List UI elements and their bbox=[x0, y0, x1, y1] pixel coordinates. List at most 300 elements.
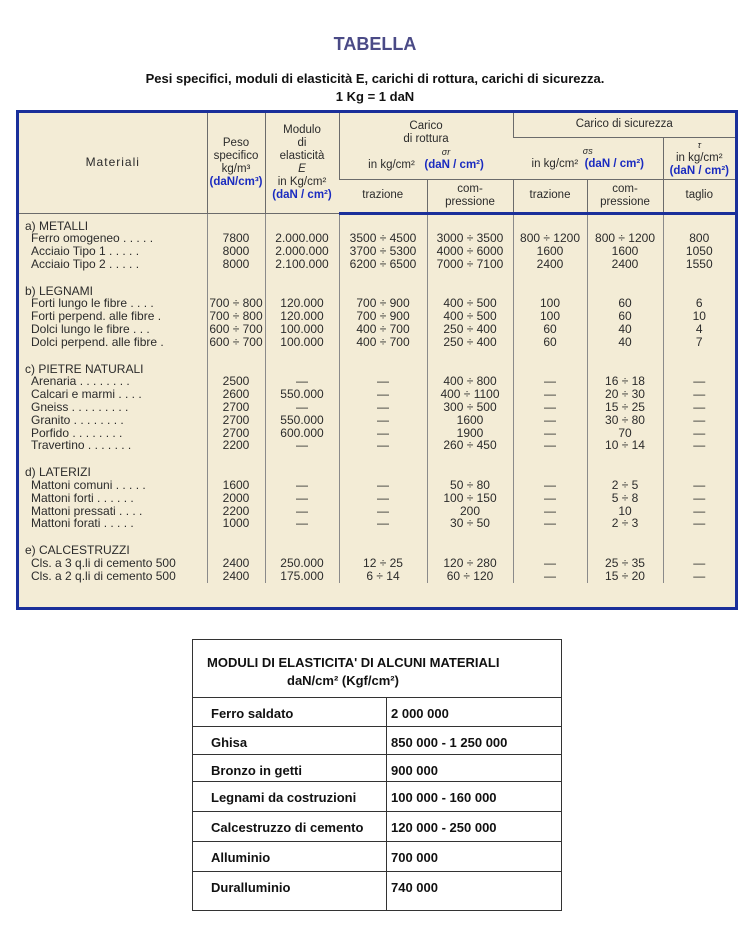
empty-cell bbox=[265, 357, 339, 376]
spacer-cell bbox=[207, 349, 265, 357]
material-name: Cls. a 3 q.li di cemento 500 bbox=[31, 557, 176, 570]
material-name: Travertino . . . . . . . bbox=[31, 439, 132, 453]
empty-cell bbox=[207, 213, 265, 232]
cell-st: — bbox=[513, 439, 587, 452]
header-sicurezza-unit: in kg/cm² bbox=[531, 158, 579, 170]
header-trazione-sicurezza: trazione bbox=[513, 179, 587, 213]
group-title: e) CALCESTRUZZI bbox=[25, 543, 130, 558]
cell-rc: 4000 ÷ 6000 bbox=[427, 245, 513, 258]
cell-rt: — bbox=[339, 492, 427, 505]
table-row bbox=[19, 245, 735, 258]
header-compressione bbox=[427, 179, 513, 213]
header-compressione-line1: com- bbox=[457, 182, 483, 195]
moduli-row bbox=[193, 698, 561, 727]
cell-st: 60 bbox=[513, 323, 587, 336]
cell-tg: — bbox=[663, 505, 735, 518]
moduli-material-name: Alluminio bbox=[211, 850, 271, 865]
empty-cell bbox=[587, 279, 663, 298]
empty-cell bbox=[663, 279, 735, 298]
cell-modulo: — bbox=[265, 401, 339, 414]
cell-rt: — bbox=[339, 517, 427, 530]
moduli-row bbox=[193, 782, 561, 812]
cell-tg: 1050 bbox=[663, 245, 735, 258]
cell-rc: 400 ÷ 500 bbox=[427, 297, 513, 310]
cell-modulo: 120.000 bbox=[265, 297, 339, 310]
cell-peso: 2500 bbox=[207, 375, 265, 388]
header-peso-unit: (daN/cm³) bbox=[209, 175, 263, 188]
cell-rc: 250 ÷ 400 bbox=[427, 336, 513, 349]
material-name: Gneiss . . . . . . . . . bbox=[31, 401, 129, 414]
header-modulo bbox=[265, 113, 339, 213]
cell-rt: 400 ÷ 700 bbox=[339, 336, 427, 349]
moduli-elasticita-box bbox=[192, 639, 562, 911]
cell-sc: 70 bbox=[587, 427, 663, 440]
cell-tg: — bbox=[663, 439, 735, 452]
cell-st: — bbox=[513, 492, 587, 505]
cell-tg: 1550 bbox=[663, 258, 735, 271]
moduli-rows bbox=[193, 698, 561, 902]
cell-tg: 4 bbox=[663, 323, 735, 336]
spacer-cell bbox=[587, 349, 663, 357]
spacer-cell bbox=[427, 452, 513, 460]
cell-modulo: 550.000 bbox=[265, 388, 339, 401]
header-rottura-line2: di rottura bbox=[403, 132, 449, 145]
cell-sc: 15 ÷ 20 bbox=[587, 570, 663, 583]
cell-st: — bbox=[513, 479, 587, 492]
header-rottura-unit-blue: (daN / cm²) bbox=[424, 158, 484, 171]
empty-cell bbox=[265, 279, 339, 298]
cell-rt: — bbox=[339, 479, 427, 492]
cell-peso: 2700 bbox=[207, 414, 265, 427]
moduli-material-value: 850 000 - 1 250 000 bbox=[391, 735, 508, 750]
material-name: Cls. a 2 q.li di cemento 500 bbox=[31, 569, 176, 583]
cell-rt: 6200 ÷ 6500 bbox=[339, 258, 427, 271]
cell-rc: 260 ÷ 450 bbox=[427, 439, 513, 452]
cell-sc: 60 bbox=[587, 297, 663, 310]
group-spacer bbox=[19, 452, 735, 460]
materials-table-body bbox=[19, 213, 735, 583]
spacer-cell bbox=[587, 271, 663, 279]
empty-cell bbox=[207, 279, 265, 298]
empty-cell bbox=[427, 460, 513, 479]
cell-rc: 400 ÷ 500 bbox=[427, 310, 513, 323]
page-title: TABELLA bbox=[333, 34, 417, 54]
cell-st: — bbox=[513, 414, 587, 427]
header-trazione: trazione bbox=[339, 179, 427, 213]
spacer-cell bbox=[207, 452, 265, 460]
material-name: Dolci lungo le fibre . . . bbox=[31, 323, 150, 336]
cell-st: 1600 bbox=[513, 245, 587, 258]
cell-sc: 2 ÷ 5 bbox=[587, 479, 663, 492]
spacer-cell bbox=[265, 271, 339, 279]
spacer-cell bbox=[19, 271, 207, 279]
cell-tg: 7 bbox=[663, 336, 735, 349]
cell-peso: 700 ÷ 800 bbox=[207, 297, 265, 310]
cell-modulo: 100.000 bbox=[265, 323, 339, 336]
table-row bbox=[19, 570, 735, 583]
cell-rt: — bbox=[339, 388, 427, 401]
empty-cell bbox=[587, 357, 663, 376]
spacer-cell bbox=[265, 530, 339, 538]
cell-rt: 400 ÷ 700 bbox=[339, 323, 427, 336]
empty-cell bbox=[339, 460, 427, 479]
empty-cell bbox=[663, 213, 735, 232]
cell-peso: 1600 bbox=[207, 479, 265, 492]
cell-modulo: 2.100.000 bbox=[265, 258, 339, 271]
cell-tg: — bbox=[663, 517, 735, 530]
group-header-row bbox=[19, 357, 735, 376]
cell-peso: 2200 bbox=[207, 505, 265, 518]
group-header-row bbox=[19, 538, 735, 557]
cell-modulo: 2.000.000 bbox=[265, 245, 339, 258]
moduli-row bbox=[193, 812, 561, 842]
group-title: d) LATERIZI bbox=[25, 465, 91, 480]
cell-rt: 3500 ÷ 4500 bbox=[339, 232, 427, 245]
cell-rt: 3700 ÷ 5300 bbox=[339, 245, 427, 258]
spacer-cell bbox=[513, 271, 587, 279]
group-title: b) LEGNAMI bbox=[25, 283, 94, 298]
spacer-cell bbox=[339, 452, 427, 460]
moduli-material-value: 2 000 000 bbox=[391, 706, 449, 721]
header-peso-line1: Peso bbox=[222, 136, 250, 149]
empty-cell bbox=[207, 460, 265, 479]
cell-st: — bbox=[513, 570, 587, 583]
cell-peso: 2400 bbox=[207, 570, 265, 583]
spacer-cell bbox=[427, 530, 513, 538]
empty-cell bbox=[265, 460, 339, 479]
cell-peso: 2200 bbox=[207, 439, 265, 452]
group-header-row bbox=[19, 213, 735, 232]
moduli-material-value: 740 000 bbox=[391, 880, 438, 895]
materials-table bbox=[19, 113, 735, 583]
header-modulo-line3: elasticità bbox=[279, 149, 325, 162]
spacer-cell bbox=[19, 452, 207, 460]
spacer-cell bbox=[207, 530, 265, 538]
table-row bbox=[19, 414, 735, 427]
cell-peso: 1000 bbox=[207, 517, 265, 530]
moduli-material-value: 100 000 - 160 000 bbox=[391, 790, 497, 805]
empty-cell bbox=[207, 357, 265, 376]
cell-rt: — bbox=[339, 505, 427, 518]
spacer-cell bbox=[339, 271, 427, 279]
cell-tg: — bbox=[663, 570, 735, 583]
spacer-cell bbox=[265, 349, 339, 357]
material-name: Forti perpend. alle fibre . bbox=[31, 310, 162, 324]
cell-rc: 300 ÷ 500 bbox=[427, 401, 513, 414]
moduli-row bbox=[193, 755, 561, 782]
group-title: c) PIETRE NATURALI bbox=[25, 361, 144, 376]
cell-sc: 40 bbox=[587, 323, 663, 336]
moduli-title: MODULI DI ELASTICITA' DI ALCUNI MATERIALI bbox=[207, 655, 500, 670]
header-modulo-line4: E bbox=[298, 162, 306, 175]
table-row bbox=[19, 323, 735, 336]
spacer-cell bbox=[339, 530, 427, 538]
table-row bbox=[19, 401, 735, 414]
table-row bbox=[19, 258, 735, 271]
empty-cell bbox=[427, 213, 513, 232]
spacer-cell bbox=[19, 530, 207, 538]
cell-rc: 30 ÷ 50 bbox=[427, 517, 513, 530]
spacer-cell bbox=[587, 530, 663, 538]
cell-modulo: — bbox=[265, 505, 339, 518]
header-sicurezza-unit-blue: (daN / cm²) bbox=[584, 158, 644, 170]
cell-modulo: — bbox=[265, 517, 339, 530]
moduli-material-name: Duralluminio bbox=[211, 880, 291, 895]
cell-st: — bbox=[513, 505, 587, 518]
cell-tg: 10 bbox=[663, 310, 735, 323]
cell-sc: 800 ÷ 1200 bbox=[587, 232, 663, 245]
cell-tg: — bbox=[663, 427, 735, 440]
cell-tg: — bbox=[663, 388, 735, 401]
cell-sc: 5 ÷ 8 bbox=[587, 492, 663, 505]
header-peso-line2: specifico bbox=[213, 149, 259, 162]
cell-sc: 20 ÷ 30 bbox=[587, 388, 663, 401]
subtitle-line-2: 1 Kg = 1 daN bbox=[335, 89, 415, 104]
cell-peso: 7800 bbox=[207, 232, 265, 245]
empty-cell bbox=[265, 213, 339, 232]
cell-tg: 800 bbox=[663, 232, 735, 245]
cell-peso: 2600 bbox=[207, 388, 265, 401]
empty-cell bbox=[513, 460, 587, 479]
material-name: Mattoni forti . . . . . . bbox=[31, 491, 134, 505]
cell-peso: 2700 bbox=[207, 401, 265, 414]
material-name: Mattoni comuni . . . . . bbox=[31, 479, 146, 492]
header-peso-line3: kg/m³ bbox=[221, 162, 251, 175]
header-modulo-line2: di bbox=[297, 136, 307, 149]
header-compressione-s-line1: com- bbox=[612, 182, 638, 195]
cell-sc: 25 ÷ 35 bbox=[587, 557, 663, 570]
cell-st: 100 bbox=[513, 297, 587, 310]
cell-peso: 600 ÷ 700 bbox=[207, 323, 265, 336]
moduli-row bbox=[193, 842, 561, 872]
empty-cell bbox=[427, 357, 513, 376]
empty-cell bbox=[339, 538, 427, 557]
header-carico-sicurezza: Carico di sicurezza bbox=[513, 113, 735, 137]
cell-peso: 2000 bbox=[207, 492, 265, 505]
header-modulo-line5: in Kg/cm² bbox=[277, 175, 327, 188]
cell-tg: — bbox=[663, 414, 735, 427]
cell-sc: 2 ÷ 3 bbox=[587, 517, 663, 530]
empty-cell bbox=[663, 357, 735, 376]
table-row bbox=[19, 492, 735, 505]
cell-rc: 400 ÷ 1100 bbox=[427, 388, 513, 401]
spacer-cell bbox=[513, 452, 587, 460]
cell-rc: 1900 bbox=[427, 427, 513, 440]
cell-sc: 10 ÷ 14 bbox=[587, 439, 663, 452]
header-sicurezza-units bbox=[513, 137, 663, 179]
cell-rt: — bbox=[339, 375, 427, 388]
cell-sc: 1600 bbox=[587, 245, 663, 258]
cell-st: 2400 bbox=[513, 258, 587, 271]
cell-modulo: 550.000 bbox=[265, 414, 339, 427]
cell-st: — bbox=[513, 375, 587, 388]
empty-cell bbox=[513, 213, 587, 232]
cell-rc: 250 ÷ 400 bbox=[427, 323, 513, 336]
cell-rc: 120 ÷ 280 bbox=[427, 557, 513, 570]
header-taglio-unit: in kg/cm² bbox=[675, 151, 723, 164]
subtitle-line-1: Pesi specifici, moduli di elasticità E, carichi di rottura, carichi di sicurezza. bbox=[145, 71, 605, 86]
cell-modulo: 2.000.000 bbox=[265, 232, 339, 245]
moduli-material-name: Ferro saldato bbox=[211, 706, 294, 721]
empty-cell bbox=[587, 460, 663, 479]
materials-table-scan bbox=[16, 110, 738, 610]
cell-rt: 700 ÷ 900 bbox=[339, 310, 427, 323]
header-sigma-r: σr bbox=[441, 146, 451, 157]
spacer-cell bbox=[587, 452, 663, 460]
cell-sc: 15 ÷ 25 bbox=[587, 401, 663, 414]
cell-peso: 8000 bbox=[207, 258, 265, 271]
header-tau: τ bbox=[697, 139, 701, 150]
cell-rc: 100 ÷ 150 bbox=[427, 492, 513, 505]
header-rottura-unit: in kg/cm² bbox=[368, 158, 415, 171]
moduli-row bbox=[193, 727, 561, 755]
cell-rc: 3000 ÷ 3500 bbox=[427, 232, 513, 245]
spacer-cell bbox=[663, 349, 735, 357]
header-taglio: taglio bbox=[663, 179, 735, 213]
material-name: Ferro omogeneo . . . . . bbox=[31, 232, 154, 246]
cell-st: 60 bbox=[513, 336, 587, 349]
group-spacer bbox=[19, 271, 735, 279]
spacer-cell bbox=[207, 271, 265, 279]
header-materiali: Materiali bbox=[19, 113, 207, 213]
cell-sc: 40 bbox=[587, 336, 663, 349]
empty-cell bbox=[663, 538, 735, 557]
material-name: Calcari e marmi . . . . bbox=[31, 388, 142, 402]
cell-rc: 7000 ÷ 7100 bbox=[427, 258, 513, 271]
cell-tg: 6 bbox=[663, 297, 735, 310]
spacer-cell bbox=[513, 530, 587, 538]
moduli-unit: daN/cm² (Kgf/cm²) bbox=[287, 673, 399, 688]
cell-sc: 60 bbox=[587, 310, 663, 323]
empty-cell bbox=[339, 213, 427, 232]
cell-st: — bbox=[513, 401, 587, 414]
cell-sc: 16 ÷ 18 bbox=[587, 375, 663, 388]
cell-st: 100 bbox=[513, 310, 587, 323]
cell-rc: 400 ÷ 800 bbox=[427, 375, 513, 388]
cell-sc: 30 ÷ 80 bbox=[587, 414, 663, 427]
cell-sc: 2400 bbox=[587, 258, 663, 271]
empty-cell bbox=[207, 538, 265, 557]
empty-cell bbox=[587, 213, 663, 232]
cell-peso: 2700 bbox=[207, 427, 265, 440]
spacer-cell bbox=[513, 349, 587, 357]
header-rottura-line1: Carico bbox=[409, 119, 443, 132]
cell-peso: 600 ÷ 700 bbox=[207, 336, 265, 349]
header-peso bbox=[207, 113, 265, 213]
cell-rc: 50 ÷ 80 bbox=[427, 479, 513, 492]
spacer-cell bbox=[265, 452, 339, 460]
moduli-material-value: 700 000 bbox=[391, 850, 438, 865]
table-row bbox=[19, 336, 735, 349]
moduli-row bbox=[193, 872, 561, 902]
empty-cell bbox=[513, 538, 587, 557]
cell-modulo: 120.000 bbox=[265, 310, 339, 323]
header-compressione-sicurezza bbox=[587, 179, 663, 213]
cell-peso: 2400 bbox=[207, 557, 265, 570]
spacer-cell bbox=[663, 271, 735, 279]
cell-modulo: 175.000 bbox=[265, 570, 339, 583]
cell-peso: 8000 bbox=[207, 245, 265, 258]
header-modulo-line1: Modulo bbox=[283, 123, 321, 136]
cell-sc: 10 bbox=[587, 505, 663, 518]
cell-rt: 6 ÷ 14 bbox=[339, 570, 427, 583]
empty-cell bbox=[427, 538, 513, 557]
cell-rt: — bbox=[339, 414, 427, 427]
cell-rc: 1600 bbox=[427, 414, 513, 427]
cell-rt: 12 ÷ 25 bbox=[339, 557, 427, 570]
cell-tg: — bbox=[663, 557, 735, 570]
cell-tg: — bbox=[663, 401, 735, 414]
table-row bbox=[19, 439, 735, 452]
cell-st: — bbox=[513, 427, 587, 440]
header-sigma-s: σs bbox=[582, 146, 593, 156]
empty-cell bbox=[339, 279, 427, 298]
cell-rc: 200 bbox=[427, 505, 513, 518]
empty-cell bbox=[587, 538, 663, 557]
header-carico-rottura bbox=[339, 113, 513, 179]
cell-rt: — bbox=[339, 439, 427, 452]
cell-tg: — bbox=[663, 375, 735, 388]
cell-modulo: — bbox=[265, 375, 339, 388]
cell-st: — bbox=[513, 517, 587, 530]
table-row bbox=[19, 517, 735, 530]
material-name: Porfido . . . . . . . . bbox=[31, 426, 123, 440]
subtitle bbox=[0, 70, 750, 106]
cell-modulo: 100.000 bbox=[265, 336, 339, 349]
moduli-material-name: Bronzo in getti bbox=[211, 763, 302, 778]
header-modulo-unit: (daN / cm²) bbox=[272, 188, 332, 201]
empty-cell bbox=[339, 357, 427, 376]
group-spacer bbox=[19, 530, 735, 538]
table-row bbox=[19, 557, 735, 570]
empty-cell bbox=[663, 460, 735, 479]
cell-rt: — bbox=[339, 401, 427, 414]
group-title: a) METALLI bbox=[25, 218, 89, 233]
cell-modulo: 250.000 bbox=[265, 557, 339, 570]
cell-rt: — bbox=[339, 427, 427, 440]
spacer-cell bbox=[19, 349, 207, 357]
header-taglio-units bbox=[663, 137, 735, 179]
spacer-cell bbox=[339, 349, 427, 357]
cell-tg: — bbox=[663, 492, 735, 505]
material-name: Mattoni pressati . . . . bbox=[31, 504, 143, 518]
spacer-cell bbox=[427, 349, 513, 357]
cell-tg: — bbox=[663, 479, 735, 492]
empty-cell bbox=[265, 538, 339, 557]
group-spacer bbox=[19, 349, 735, 357]
empty-cell bbox=[427, 279, 513, 298]
cell-st: 800 ÷ 1200 bbox=[513, 232, 587, 245]
material-name: Forti lungo le fibre . . . . bbox=[31, 297, 154, 311]
moduli-material-value: 900 000 bbox=[391, 763, 438, 778]
cell-peso: 700 ÷ 800 bbox=[207, 310, 265, 323]
empty-cell bbox=[513, 279, 587, 298]
material-name: Acciaio Tipo 2 . . . . . bbox=[31, 257, 140, 271]
header-taglio-unit-blue: (daN / cm²) bbox=[669, 164, 729, 177]
cell-rt: 700 ÷ 900 bbox=[339, 297, 427, 310]
group-header-row bbox=[19, 460, 735, 479]
cell-modulo: — bbox=[265, 479, 339, 492]
cell-modulo: — bbox=[265, 439, 339, 452]
moduli-material-value: 120 000 - 250 000 bbox=[391, 820, 497, 835]
material-name: Granito . . . . . . . . bbox=[31, 413, 124, 427]
material-name: Arenaria . . . . . . . . bbox=[31, 375, 130, 389]
cell-modulo: 600.000 bbox=[265, 427, 339, 440]
group-header-row bbox=[19, 279, 735, 298]
moduli-material-name: Calcestruzzo di cemento bbox=[211, 820, 364, 835]
cell-st: — bbox=[513, 557, 587, 570]
cell-rc: 60 ÷ 120 bbox=[427, 570, 513, 583]
